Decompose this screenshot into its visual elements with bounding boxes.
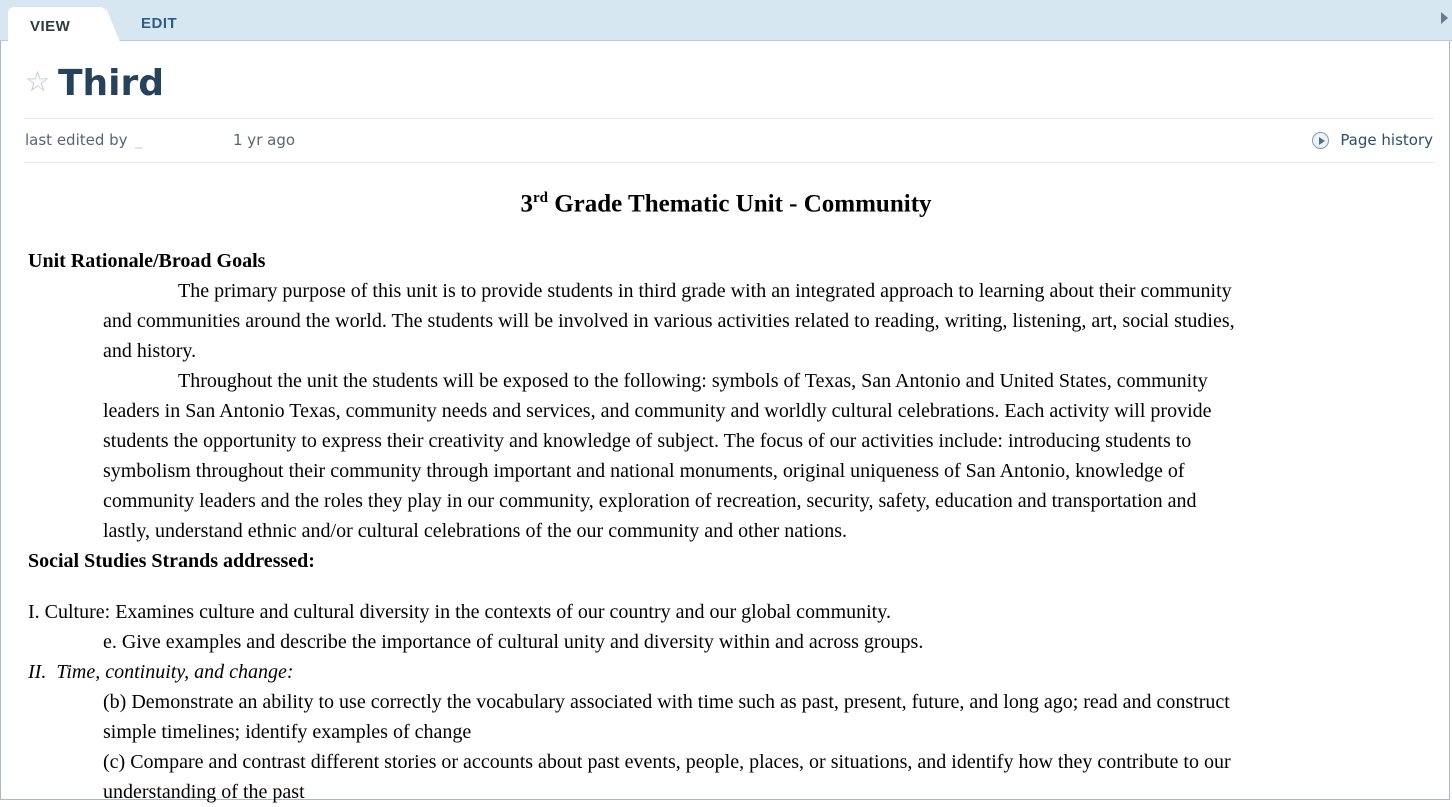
strand-culture: I. Culture: Examines culture and cultural diversity in the contexts of our country and our global community. bbox=[28, 601, 891, 623]
rationale-line: symbolism throughout their community through important and national monuments, original uniqueness of San Antonio, knowledge of bbox=[103, 460, 1185, 482]
rationale-line: and communities around the world. The students will be involved in various activities related to reading, writing, listening, art, social studies, bbox=[103, 310, 1235, 332]
divider bbox=[24, 162, 1434, 163]
tab-view-label: VIEW bbox=[30, 18, 71, 35]
rationale-line: students the opportunity to express their creativity and knowledge of subject. The focus of our activities include: introducing students to bbox=[103, 430, 1192, 452]
strand-time-c-cont: understanding of the past bbox=[103, 781, 305, 803]
strand-time-b: (b) Demonstrate an ability to use correctly the vocabulary associated with time such as past, present, future, and long ago; read and construct bbox=[103, 691, 1230, 713]
last-edited-label: last edited by bbox=[25, 131, 128, 149]
last-edited-time: 1 yr ago bbox=[233, 131, 296, 149]
tab-edit[interactable]: EDIT bbox=[141, 15, 178, 32]
document-heading: 3rd Grade Thematic Unit - Community bbox=[520, 190, 932, 218]
rationale-line: and history. bbox=[103, 340, 197, 362]
strand-time-c: (c) Compare and contrast different stories or accounts about past events, people, places, or situations, and identify how they contribute to our bbox=[103, 751, 1231, 773]
rationale-heading: Unit Rationale/Broad Goals bbox=[28, 250, 266, 272]
strands-heading: Social Studies Strands addressed: bbox=[28, 550, 315, 572]
page-history-link[interactable] bbox=[1340, 131, 1433, 149]
rationale-line: community leaders and the roles they play in our community, exploration of recreation, security, safety, education and transportation and bbox=[103, 490, 1197, 512]
tab-bar bbox=[0, 0, 1452, 41]
strand-culture-e: e. Give examples and describe the importance of cultural unity and diversity within and across groups. bbox=[103, 631, 924, 653]
rationale-line: leaders in San Antonio Texas, community needs and services, and community and worldly cultural celebrations. Each activity will provide bbox=[103, 400, 1212, 422]
tab-view[interactable] bbox=[8, 7, 106, 42]
page-title: Third bbox=[58, 63, 165, 104]
scroll-right-arrow-icon[interactable] bbox=[1441, 12, 1448, 24]
strand-time-b-cont: simple timelines; identify examples of change bbox=[103, 721, 472, 743]
rationale-line: Throughout the unit the students will be exposed to the following: symbols of Texas, San Antonio and United States, community bbox=[178, 370, 1208, 392]
star-icon[interactable]: ☆ bbox=[25, 65, 51, 98]
page-history-label: Page history bbox=[1340, 131, 1433, 149]
rationale-line: lastly, understand ethnic and/or cultural celebrations of the our community and other nations. bbox=[103, 520, 848, 542]
divider bbox=[24, 118, 1434, 119]
rationale-line: The primary purpose of this unit is to provide students in third grade with an integrated approach to learning about their community bbox=[178, 280, 1232, 302]
strand-time: II. Time, continuity, and change: bbox=[28, 661, 294, 683]
last-edited-user[interactable]: _ bbox=[135, 131, 143, 149]
